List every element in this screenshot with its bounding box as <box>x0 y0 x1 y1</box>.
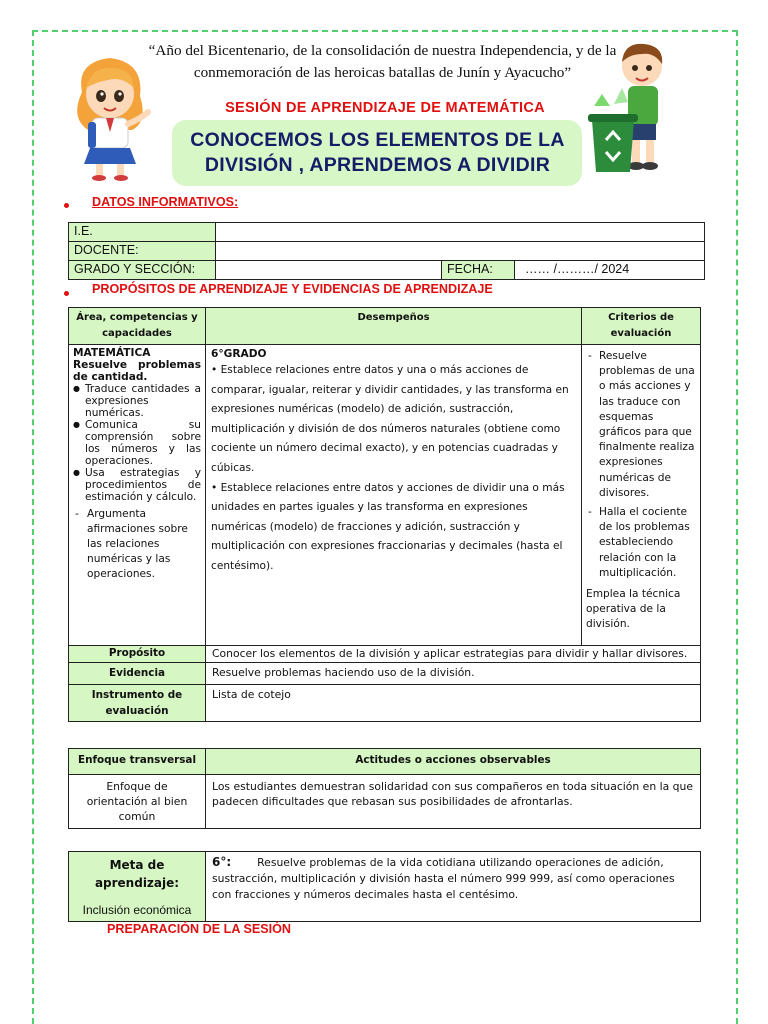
motto-line-1: “Año del Bicentenario, de la consolidación de nuestra Independencia, y de la <box>148 42 617 59</box>
list-item: - Halla el cociente de los problemas estableciendo relación con la multiplicación. <box>586 505 696 581</box>
meta-grade: 6°: <box>212 855 232 869</box>
grado-label: 6°GRADO <box>211 348 267 360</box>
fecha-value: …… /………/ 2024 <box>515 261 705 280</box>
banner-title-line-2: DIVISIÓN , APRENDEMOS A DIVIDIR <box>204 154 551 176</box>
datos-heading: DATOS INFORMATIVOS: <box>92 195 239 209</box>
instrumento-value: Lista de cotejo <box>206 685 701 722</box>
motto-line-2: conmemoración de las heroicas batallas de Junín y Ayacucho” <box>193 64 572 81</box>
desempeno-2: • Establece relaciones entre datos y acciones de dividir una o más unidades en partes iguales y las transforma en expresiones numéricas (modelo) de fracciones y adición, sustracción y multiplicación con expresiones fraccionarias y decimales (hasta el centésimo). <box>211 481 565 572</box>
meta-text: Resuelve problemas de la vida cotidiana utilizando operaciones de adición, sustracción, multiplicación y división hasta el número 999 999, así como operaciones con fracciones y números decimales hasta el centésimo. <box>212 856 675 901</box>
criterio-extra: Emplea la técnica operativa de la división. <box>586 588 681 631</box>
evidencia-value: Resuelve problemas haciendo uso de la división. <box>206 663 701 685</box>
proposito-value: Conocer los elementos de la división y aplicar estrategias para dividir y hallar divisores. <box>206 646 701 663</box>
ie-label: I.E. <box>69 223 216 242</box>
list-item: ● Comunica su comprensión sobre los números y las operaciones. <box>73 419 201 467</box>
table-row <box>69 852 701 922</box>
table-row <box>69 663 701 685</box>
table-row <box>69 685 701 722</box>
meta-label: Meta de aprendizaje: <box>94 858 180 890</box>
datos-table <box>68 222 705 280</box>
preparacion-heading: PREPARACIÓN DE LA SESIÓN <box>107 922 292 936</box>
table-row <box>69 749 701 775</box>
list-item: ● Traduce cantidades a expresiones numéricas. <box>73 383 201 419</box>
actitudes-value: Los estudiantes demuestran solidaridad con sus compañeros en toda situación en la que padecen dificultades que rebasan sus posibilidades de afrontarlas. <box>206 775 701 829</box>
bullet-icon <box>64 203 69 208</box>
header-enfoque: Enfoque transversal <box>69 749 206 775</box>
header-criterios: Criterios de evaluación <box>582 308 701 345</box>
table-row <box>69 223 705 242</box>
table-row <box>69 345 701 646</box>
bullet-icon <box>64 291 69 296</box>
propositos-table <box>68 307 701 722</box>
table-row <box>69 308 701 345</box>
enfoque-table <box>68 748 701 829</box>
list-item: - Resuelve problemas de una o más acciones y las traduce con esquemas gráficos para que finalmente realiza expresiones numéricas de divisores. <box>586 349 696 501</box>
header-desempenos: Desempeños <box>206 308 582 345</box>
grado-label: GRADO Y SECCIÓN: <box>69 261 216 280</box>
session-title: SESIÓN DE APRENDIZAJE DE MATEMÁTICA <box>225 100 545 116</box>
table-row <box>69 261 705 280</box>
desempenos-cell <box>206 345 582 646</box>
boy-recycling-illustration <box>584 36 684 178</box>
header-actitudes: Actitudes o acciones observables <box>206 749 701 775</box>
header-area: Área, competencias y capacidades <box>69 308 206 345</box>
propositos-heading: PROPÓSITOS DE APRENDIZAJE Y EVIDENCIAS DE APRENDIZAJE <box>92 282 493 296</box>
list-item: - Argumenta afirmaciones sobre las relaciones numéricas y las operaciones. <box>73 507 201 582</box>
table-row <box>69 646 701 663</box>
area-name: MATEMÁTICA <box>73 347 151 359</box>
area-cell <box>69 345 206 646</box>
list-item: ● Usa estrategias y procedimientos de estimación y cálculo. <box>73 467 201 503</box>
meta-label-cell <box>69 852 206 922</box>
meta-value-cell <box>206 852 701 922</box>
meta-extra: Inclusión económica <box>82 903 192 917</box>
instrumento-label: Instrumento de evaluación <box>69 685 206 722</box>
fecha-label: FECHA: <box>442 261 515 280</box>
docente-value <box>216 242 705 261</box>
table-row <box>69 775 701 829</box>
docente-label: DOCENTE: <box>69 242 216 261</box>
girl-illustration <box>62 52 158 182</box>
competencia: Resuelve problemas de cantidad. <box>73 359 201 383</box>
criterios-list <box>586 349 696 581</box>
evidencia-label: Evidencia <box>69 663 206 685</box>
capacidades-list <box>73 383 201 582</box>
banner-title-line-1: CONOCEMOS LOS ELEMENTOS DE LA <box>190 129 565 151</box>
desempeno-1: • Establece relaciones entre datos y una o más acciones de comparar, igualar, reiterar y dividir cantidades, y las transforma en expresiones numéricas (modelo) de adición, sustracción, multiplicación y división de dos números naturales (obtiene como cociente un número decimal exacto), y en potencias cuadradas y cúbicas. <box>211 364 569 474</box>
grado-value <box>216 261 442 280</box>
enfoque-value: Enfoque de orientación al bien común <box>69 775 206 829</box>
ie-value <box>216 223 705 242</box>
banner-title <box>185 128 570 178</box>
motto <box>130 40 635 84</box>
proposito-label: Propósito <box>69 646 206 663</box>
criterios-cell <box>582 345 701 646</box>
table-row <box>69 242 705 261</box>
meta-table <box>68 851 701 922</box>
